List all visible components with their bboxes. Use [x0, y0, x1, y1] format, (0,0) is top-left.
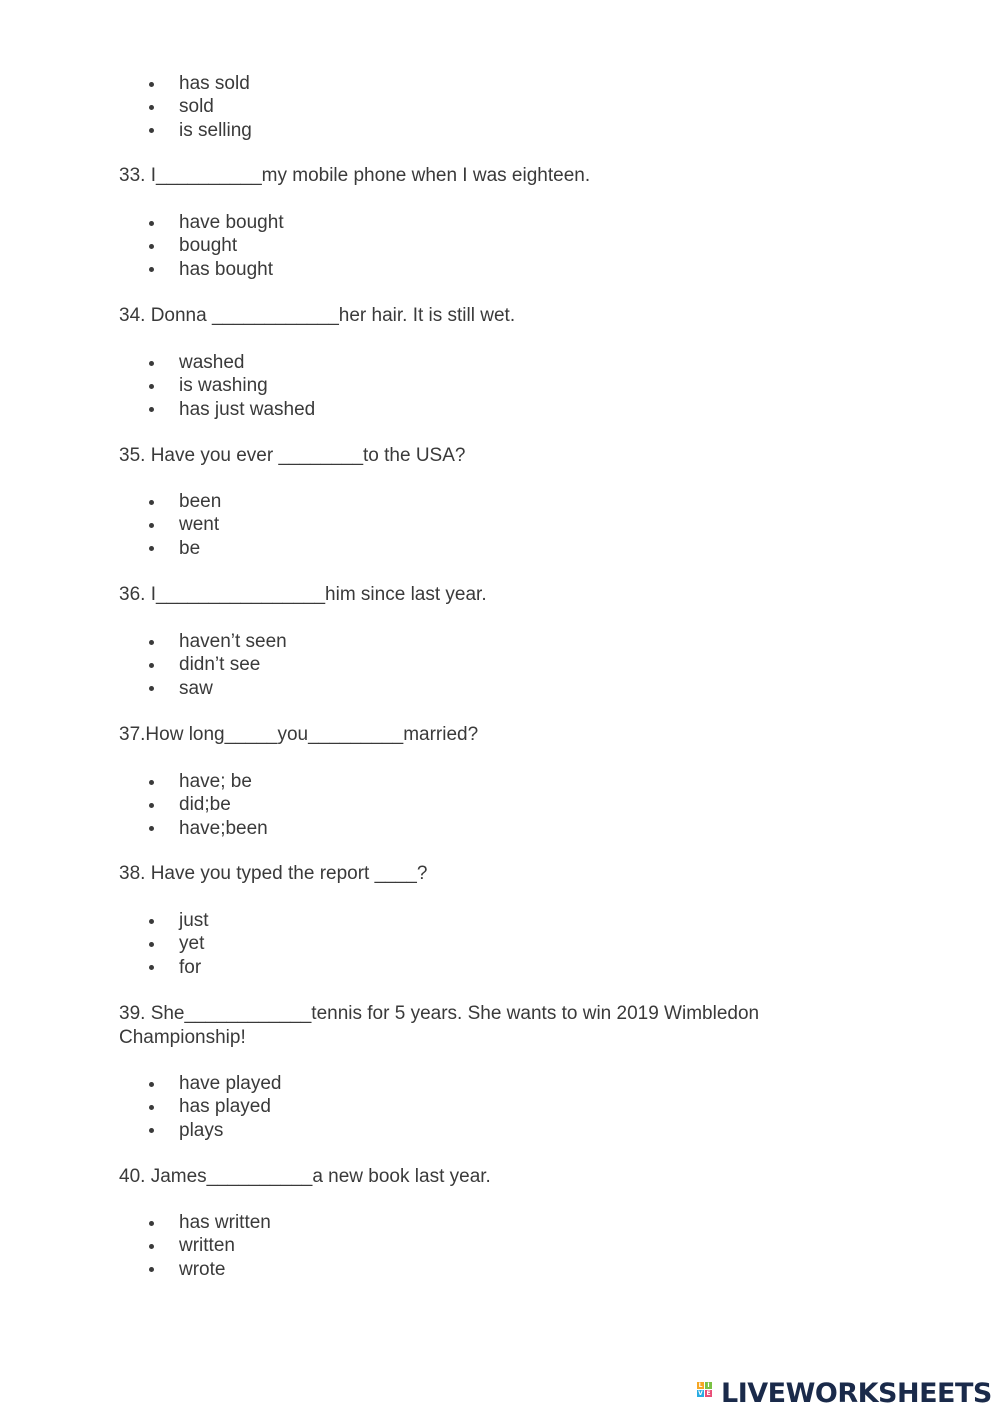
- option-item[interactable]: [0, 909, 600, 932]
- option-text: have;been: [179, 817, 268, 839]
- bullet-icon: [149, 663, 154, 668]
- option-text: has written: [179, 1212, 271, 1233]
- bullet-icon: [149, 105, 154, 110]
- bullet-icon: [149, 942, 154, 947]
- option-text: yet: [179, 933, 205, 955]
- question-35: 35. Have you ever ________to the USA?: [119, 445, 466, 466]
- liveworksheets-mark-icon: [697, 1382, 719, 1406]
- bullet-icon: [149, 826, 154, 831]
- bullet-icon: [149, 1105, 154, 1110]
- option-list-q39: [0, 1072, 600, 1142]
- bullet-icon: [149, 1244, 154, 1249]
- bullet-icon: [149, 919, 154, 924]
- question-39: 39. She____________tennis for 5 years. She wants to win 2019 Wimbledon Championship!: [119, 1003, 765, 1048]
- option-list-q32: [0, 72, 600, 142]
- liveworksheets-logo: [697, 1380, 993, 1408]
- option-item[interactable]: [0, 770, 600, 793]
- bullet-icon: [149, 128, 154, 133]
- option-text: is washing: [179, 375, 268, 397]
- option-text: has bought: [179, 258, 274, 280]
- question-38: 38. Have you typed the report ____?: [119, 863, 428, 884]
- bullet-icon: [149, 1128, 154, 1133]
- option-list-q33: [0, 211, 600, 281]
- bullet-icon: [149, 244, 154, 249]
- option-item[interactable]: [0, 72, 600, 95]
- option-text: been: [179, 491, 222, 512]
- option-list-q40: [0, 1211, 600, 1281]
- bullet-icon: [149, 1082, 154, 1087]
- option-text: has played: [179, 1096, 271, 1118]
- bullet-icon: [149, 500, 154, 505]
- option-item[interactable]: [0, 793, 600, 816]
- option-item[interactable]: [0, 258, 600, 281]
- option-item[interactable]: [0, 817, 600, 840]
- option-text: sold: [179, 96, 214, 118]
- option-item[interactable]: [0, 1095, 600, 1118]
- logo-text: LIVEWORKSHEETS: [721, 1378, 992, 1409]
- mark-letter: I: [705, 1382, 712, 1389]
- option-list-q35: [0, 490, 600, 560]
- question-37: 37.How long_____you_________married?: [119, 724, 479, 745]
- option-list-q36: [0, 630, 600, 700]
- bullet-icon: [149, 407, 154, 412]
- bullet-icon: [149, 803, 154, 808]
- option-text: written: [179, 1235, 235, 1257]
- option-text: bought: [179, 235, 238, 257]
- option-text: just: [179, 910, 209, 931]
- bullet-icon: [149, 686, 154, 691]
- bullet-icon: [149, 221, 154, 226]
- option-item[interactable]: [0, 653, 600, 676]
- option-text: haven’t seen: [179, 631, 287, 652]
- option-item[interactable]: [0, 956, 600, 979]
- option-text: is selling: [179, 119, 252, 141]
- bullet-icon: [149, 1267, 154, 1272]
- option-item[interactable]: [0, 1072, 600, 1095]
- mark-letter: E: [706, 1390, 711, 1397]
- option-list-q37: [0, 770, 600, 840]
- option-text: did;be: [179, 794, 231, 816]
- option-text: has just washed: [179, 398, 316, 420]
- bullet-icon: [149, 780, 154, 785]
- option-text: for: [179, 956, 202, 978]
- option-item[interactable]: [0, 932, 600, 955]
- question-34: 34. Donna ____________her hair. It is still wet.: [119, 305, 516, 326]
- option-text: have played: [179, 1073, 282, 1094]
- mark-letter: L: [698, 1382, 703, 1389]
- option-item[interactable]: [0, 490, 600, 513]
- option-item[interactable]: [0, 1211, 600, 1234]
- option-item[interactable]: [0, 95, 600, 118]
- bullet-icon: [149, 384, 154, 389]
- option-text: has sold: [179, 73, 250, 94]
- option-text: went: [179, 514, 220, 536]
- bullet-icon: [149, 546, 154, 551]
- option-item[interactable]: [0, 1234, 600, 1257]
- option-text: have; be: [179, 771, 252, 792]
- bullet-icon: [149, 267, 154, 272]
- mark-letter: V: [698, 1390, 703, 1397]
- option-list-q34: [0, 351, 600, 421]
- option-text: have bought: [179, 212, 284, 233]
- option-item[interactable]: [0, 677, 600, 700]
- option-item[interactable]: [0, 1119, 600, 1142]
- bullet-icon: [149, 965, 154, 970]
- bullet-icon: [149, 1221, 154, 1226]
- bullet-icon: [149, 640, 154, 645]
- option-item[interactable]: [0, 234, 600, 257]
- option-text: be: [179, 537, 201, 559]
- option-list-q38: [0, 909, 600, 979]
- option-item[interactable]: [0, 513, 600, 536]
- option-text: saw: [179, 677, 213, 699]
- option-text: washed: [179, 352, 245, 373]
- option-item[interactable]: [0, 1258, 600, 1281]
- option-item[interactable]: [0, 374, 600, 397]
- question-33: 33. I__________my mobile phone when I was eighteen.: [119, 165, 591, 186]
- bullet-icon: [149, 361, 154, 366]
- option-item[interactable]: [0, 398, 600, 421]
- option-text: plays: [179, 1119, 224, 1141]
- option-item[interactable]: [0, 119, 600, 142]
- option-item[interactable]: [0, 211, 600, 234]
- bullet-icon: [149, 523, 154, 528]
- bullet-icon: [149, 82, 154, 87]
- option-text: didn’t see: [179, 654, 261, 676]
- option-text: wrote: [179, 1258, 226, 1280]
- option-item[interactable]: [0, 351, 600, 374]
- question-40: 40. James__________a new book last year.: [119, 1166, 491, 1187]
- question-36: 36. I________________him since last year.: [119, 584, 487, 605]
- option-item[interactable]: [0, 630, 600, 653]
- option-item[interactable]: [0, 537, 600, 560]
